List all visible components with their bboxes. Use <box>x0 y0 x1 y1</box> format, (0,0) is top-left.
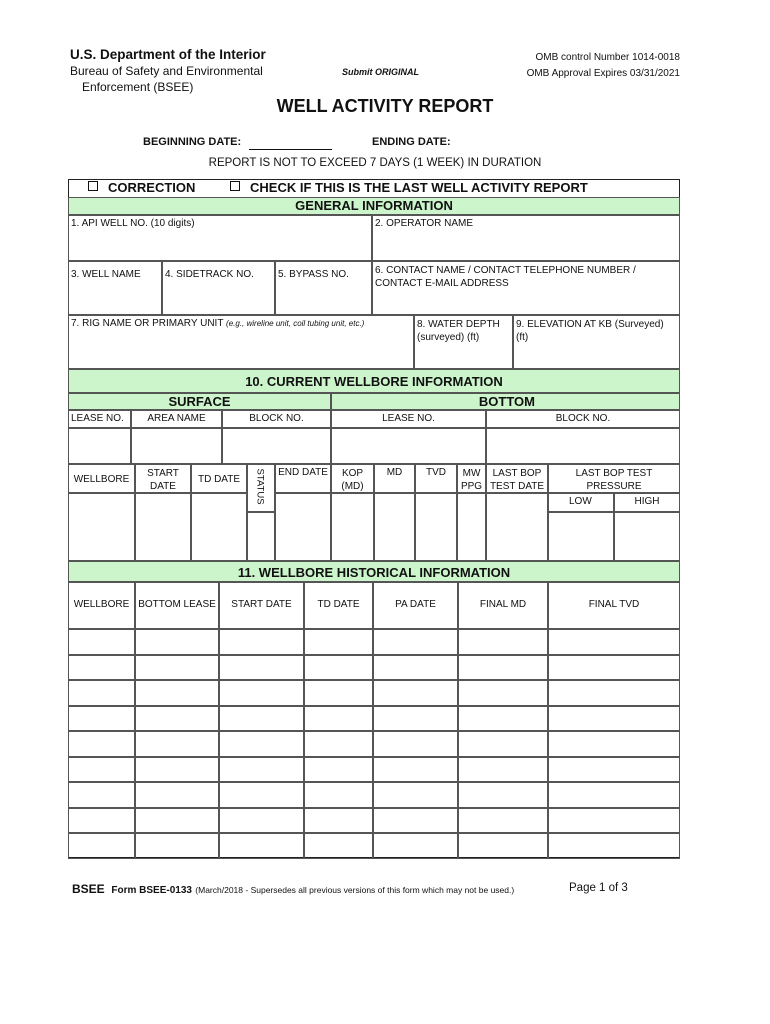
elevation-label: 9. ELEVATION AT KB (Surveyed) (ft) <box>516 319 664 343</box>
hist-td-date-cell[interactable] <box>304 782 373 808</box>
contact-field[interactable] <box>372 261 680 315</box>
hist-td-date-cell[interactable] <box>304 629 373 655</box>
hist-start-date-cell[interactable] <box>219 808 304 834</box>
hist-start-date-cell[interactable] <box>219 757 304 783</box>
hist-start-date-col-header: START DATE <box>219 582 304 629</box>
submit-original-label: Submit ORIGINAL <box>342 67 419 77</box>
elevation-field[interactable] <box>513 315 680 369</box>
page-number: Page 1 of 3 <box>569 882 628 894</box>
wellbore-col-header: WELLBORE <box>68 464 135 493</box>
hist-final-md-cell[interactable] <box>458 680 548 706</box>
rig-name-hint: (e.g., wireline unit, coil tubing unit, etc.) <box>226 319 365 328</box>
surface-lease-no-field[interactable] <box>68 428 131 464</box>
hist-pa-date-cell[interactable] <box>373 808 458 834</box>
hist-final-md-col-header: FINAL MD <box>458 582 548 629</box>
last-report-option[interactable] <box>230 180 588 195</box>
hist-final-md-cell[interactable] <box>458 808 548 834</box>
hist-td-date-cell[interactable] <box>304 731 373 757</box>
bop-low-field[interactable] <box>548 512 614 561</box>
hist-bottom-lease-cell[interactable] <box>135 629 219 655</box>
bypass-no-field[interactable] <box>275 261 372 315</box>
start-date-field[interactable] <box>135 493 191 561</box>
hist-pa-date-cell[interactable] <box>373 706 458 732</box>
bop-high-col-header: HIGH <box>614 493 680 512</box>
bureau-name: Bureau of Safety and Environmental <box>70 64 263 78</box>
footer-form-number: Form BSEE-0133 <box>111 885 192 896</box>
sidetrack-no-label: 4. SIDETRACK NO. <box>165 269 254 280</box>
hist-pa-date-cell[interactable] <box>373 782 458 808</box>
hist-bottom-lease-cell[interactable] <box>135 833 219 859</box>
hist-final-tvd-cell[interactable] <box>548 833 680 859</box>
hist-td-date-cell[interactable] <box>304 808 373 834</box>
status-col-header <box>247 464 275 512</box>
td-date-col-header: TD DATE <box>191 464 247 493</box>
hist-final-md-cell[interactable] <box>458 782 548 808</box>
hist-wellbore-cell[interactable] <box>68 808 135 834</box>
hist-final-md-cell[interactable] <box>458 629 548 655</box>
hist-wellbore-cell[interactable] <box>68 731 135 757</box>
hist-pa-date-col-header: PA DATE <box>373 582 458 629</box>
hist-bottom-lease-cell[interactable] <box>135 731 219 757</box>
omb-control-number: OMB control Number 1014-0018 <box>535 52 680 63</box>
operator-name-label: 2. OPERATOR NAME <box>375 218 473 229</box>
hist-final-tvd-cell[interactable] <box>548 731 680 757</box>
hist-final-tvd-col-header: FINAL TVD <box>548 582 680 629</box>
hist-start-date-cell[interactable] <box>219 655 304 681</box>
hist-wellbore-cell[interactable] <box>68 655 135 681</box>
correction-option[interactable] <box>88 180 195 195</box>
sidetrack-no-field[interactable] <box>162 261 275 315</box>
hist-wellbore-cell[interactable] <box>68 782 135 808</box>
hist-td-date-cell[interactable] <box>304 833 373 859</box>
hist-start-date-cell[interactable] <box>219 706 304 732</box>
md-col-header: MD <box>374 464 415 493</box>
hist-bottom-lease-col-header: BOTTOM LEASE <box>135 582 219 629</box>
water-depth-label: 8. WATER DEPTH (surveyed) (ft) <box>417 319 500 343</box>
hist-pa-date-cell[interactable] <box>373 680 458 706</box>
water-depth-field[interactable] <box>414 315 513 369</box>
bureau-name-line2: Enforcement (BSEE) <box>82 80 194 94</box>
hist-bottom-lease-cell[interactable] <box>135 808 219 834</box>
hist-start-date-cell[interactable] <box>219 680 304 706</box>
hist-final-md-cell[interactable] <box>458 731 548 757</box>
hist-td-date-col-header: TD DATE <box>304 582 373 629</box>
status-col-label: STATUS <box>254 468 266 505</box>
hist-final-tvd-cell[interactable] <box>548 757 680 783</box>
historical-header: 11. WELLBORE HISTORICAL INFORMATION <box>68 561 680 582</box>
hist-pa-date-cell[interactable] <box>373 757 458 783</box>
rig-name-label: 7. RIG NAME OR PRIMARY UNIT <box>71 318 224 329</box>
mw-col-header: MW PPG <box>457 464 486 493</box>
hist-final-tvd-cell[interactable] <box>548 655 680 681</box>
kop-field[interactable] <box>331 493 374 561</box>
hist-final-tvd-cell[interactable] <box>548 680 680 706</box>
correction-label: CORRECTION <box>108 180 196 195</box>
last-bop-date-col-header: LAST BOP TEST DATE <box>486 464 548 493</box>
kop-col-header: KOP (MD) <box>331 464 374 493</box>
bop-low-col-header: LOW <box>548 493 614 512</box>
hist-td-date-cell[interactable] <box>304 680 373 706</box>
end-date-col-header: END DATE <box>275 464 331 493</box>
last-report-checkbox[interactable] <box>230 181 240 191</box>
hist-bottom-lease-cell[interactable] <box>135 782 219 808</box>
wellbore-field[interactable] <box>68 493 135 561</box>
mw-field[interactable] <box>457 493 486 561</box>
hist-final-tvd-cell[interactable] <box>548 629 680 655</box>
well-name-field[interactable] <box>68 261 162 315</box>
general-info-header: GENERAL INFORMATION <box>68 197 680 215</box>
end-date-field[interactable] <box>275 493 331 561</box>
surface-block-no-field[interactable] <box>222 428 331 464</box>
bottom-header: BOTTOM <box>331 393 680 410</box>
last-bop-date-field[interactable] <box>486 493 548 561</box>
hist-bottom-lease-cell[interactable] <box>135 706 219 732</box>
tvd-col-header: TVD <box>415 464 457 493</box>
last-report-label: CHECK IF THIS IS THE LAST WELL ACTIVITY REPORT <box>250 180 588 195</box>
well-name-label: 3. WELL NAME <box>71 269 141 280</box>
bypass-no-label: 5. BYPASS NO. <box>278 269 349 280</box>
surface-header: SURFACE <box>68 393 331 410</box>
hist-final-tvd-cell[interactable] <box>548 706 680 732</box>
hist-wellbore-col-header: WELLBORE <box>68 582 135 629</box>
beginning-date-label: BEGINNING DATE: <box>143 136 242 148</box>
hist-pa-date-cell[interactable] <box>373 655 458 681</box>
operator-name-field[interactable] <box>372 215 680 261</box>
hist-pa-date-cell[interactable] <box>373 731 458 757</box>
footer-supersedes: (March/2018 - Supersedes all previous versions of this form which may not be used.) <box>195 885 515 895</box>
bottom-lease-no-label: LEASE NO. <box>331 410 486 428</box>
rig-name-field[interactable] <box>68 315 414 369</box>
footer-form-id <box>72 882 514 896</box>
hist-final-md-cell[interactable] <box>458 706 548 732</box>
hist-start-date-cell[interactable] <box>219 833 304 859</box>
hist-start-date-cell[interactable] <box>219 629 304 655</box>
surface-block-no-label: BLOCK NO. <box>222 410 331 428</box>
hist-final-md-cell[interactable] <box>458 655 548 681</box>
surface-area-name-label: AREA NAME <box>131 410 222 428</box>
hist-pa-date-cell[interactable] <box>373 629 458 655</box>
form-title: WELL ACTIVITY REPORT <box>276 96 494 116</box>
agency-name: U.S. Department of the Interior <box>70 47 266 62</box>
md-field[interactable] <box>374 493 415 561</box>
hist-final-md-cell[interactable] <box>458 833 548 859</box>
hist-wellbore-cell[interactable] <box>68 706 135 732</box>
current-wellbore-header: 10. CURRENT WELLBORE INFORMATION <box>68 369 680 393</box>
hist-wellbore-cell[interactable] <box>68 680 135 706</box>
hist-td-date-cell[interactable] <box>304 706 373 732</box>
surface-area-name-field[interactable] <box>131 428 222 464</box>
tvd-field[interactable] <box>415 493 457 561</box>
bottom-block-no-field[interactable] <box>486 428 680 464</box>
hist-pa-date-cell[interactable] <box>373 833 458 859</box>
api-well-no-field[interactable] <box>68 215 372 261</box>
hist-td-date-cell[interactable] <box>304 655 373 681</box>
footer-bsee: BSEE <box>72 882 105 896</box>
hist-final-tvd-cell[interactable] <box>548 808 680 834</box>
hist-start-date-cell[interactable] <box>219 782 304 808</box>
hist-final-md-cell[interactable] <box>458 757 548 783</box>
surface-lease-no-label: LEASE NO. <box>68 410 131 428</box>
beginning-date-field[interactable] <box>249 149 332 150</box>
bottom-block-no-label: BLOCK NO. <box>486 410 680 428</box>
status-field[interactable] <box>247 512 275 561</box>
hist-td-date-cell[interactable] <box>304 757 373 783</box>
bop-high-field[interactable] <box>614 512 680 561</box>
hist-final-tvd-cell[interactable] <box>548 782 680 808</box>
duration-note: REPORT IS NOT TO EXCEED 7 DAYS (1 WEEK) IN DURATION <box>208 157 542 169</box>
hist-wellbore-cell[interactable] <box>68 757 135 783</box>
hist-wellbore-cell[interactable] <box>68 833 135 859</box>
hist-bottom-lease-cell[interactable] <box>135 680 219 706</box>
api-well-no-label: 1. API WELL NO. (10 digits) <box>71 218 195 229</box>
correction-checkbox[interactable] <box>88 181 98 191</box>
ending-date-label: ENDING DATE: <box>372 136 451 148</box>
contact-label: 6. CONTACT NAME / CONTACT TELEPHONE NUMBER / CONTACT E-MAIL ADDRESS <box>375 265 636 289</box>
hist-start-date-cell[interactable] <box>219 731 304 757</box>
bottom-lease-no-field[interactable] <box>331 428 486 464</box>
hist-bottom-lease-cell[interactable] <box>135 757 219 783</box>
hist-wellbore-cell[interactable] <box>68 629 135 655</box>
bop-pressure-col-header: LAST BOP TEST PRESSURE <box>548 464 680 493</box>
td-date-field[interactable] <box>191 493 247 561</box>
omb-expiration: OMB Approval Expires 03/31/2021 <box>526 68 680 79</box>
start-date-col-header: START DATE <box>135 464 191 493</box>
hist-bottom-lease-cell[interactable] <box>135 655 219 681</box>
